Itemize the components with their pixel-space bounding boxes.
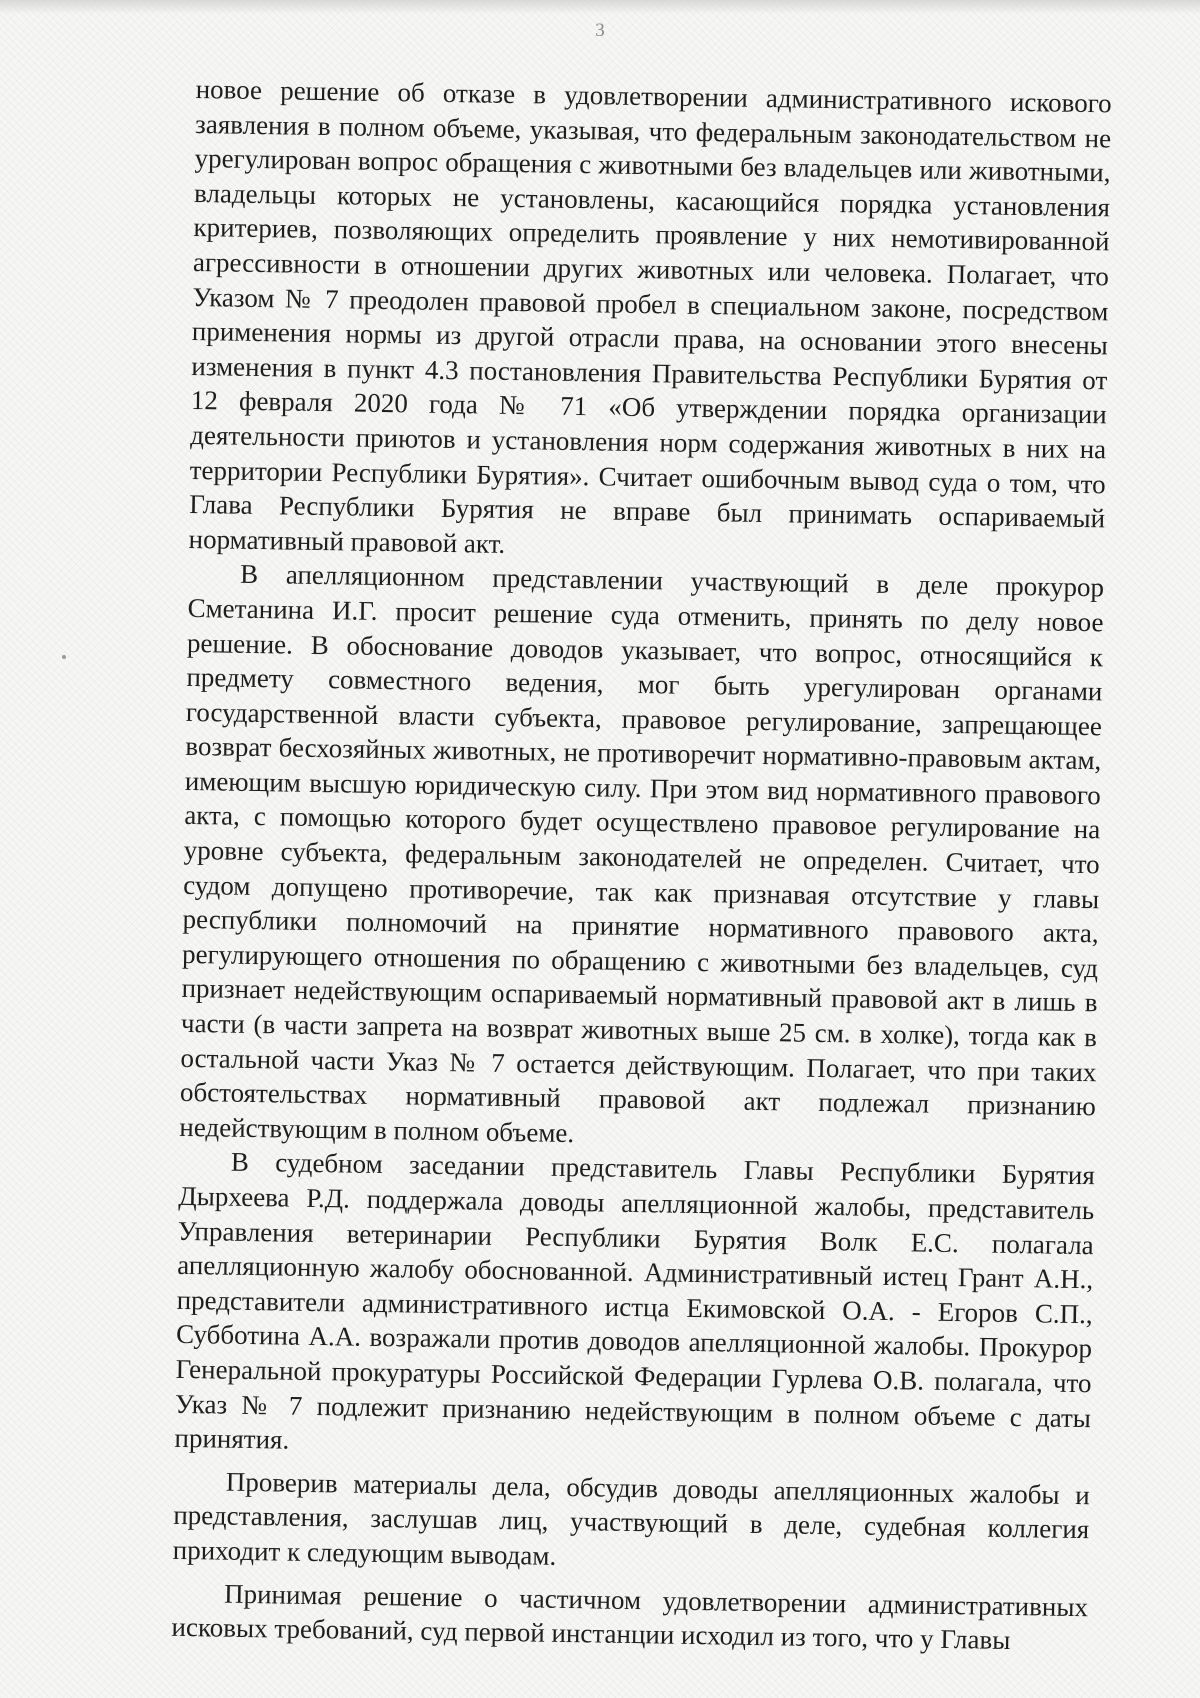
page-number: 3 bbox=[595, 20, 605, 41]
document-body bbox=[171, 72, 1112, 1659]
paragraph-review: Проверив материалы дела, обсудив доводы апелляционных жалобы и представления, заслушав лиц, участвующий в деле, судебная коллегия приходит к следующим выводам. bbox=[172, 1466, 1090, 1571]
paragraph-decision: Принимая решение о частичном удовлетворении административных исковых требований, суд первой инстанции исходил из того, что у Главы bbox=[171, 1578, 1089, 1656]
paragraph-continuation: новое решение об отказе в удовлетворении административного искового заявления в полном объеме, указывая, что федеральным законодательством не урегулирован вопрос обращения с животными без владельцев или животными, владельцы которых не установлены, касающийся порядка установления критериев, позволяющих определить проявление у них немотивированной агрессивности в отношении других животных или человека. Полагает, что Указом № 7 преодолен правовой пробел в специальном законе, посредством применения нормы из другой отрасли права, на основании этого внесены изменения в пункт 4.3 постановления Правительства Республики Бурятия от 12 февраля 2020 года № 71 «Об утверждении порядка организации деятельности приютов и установления норм содержания животных в них на территории Республики Бурятия». Считает ошибочным вывод суда о том, что Глава Республики Бурятия не вправе был принимать оспариваемый нормативный правовой акт. bbox=[188, 73, 1112, 559]
paragraph-court-session: В судебном заседании представитель Главы Республики Бурятия Дырхеева Р.Д. поддержала доводы апелляционной жалобы, представитель Управления ветеринарии Республики Бурятия Волк Е.С. полагала апелляционную жалобу обоснованной. Административный истец Грант А.Н., представители административного истца Екимовской О.А. - Егоров С.П., Субботина А.А. возражали против доводов апелляционной жалобы. Прокурор Генеральной прокуратуры Российской Федерации Гурлева О.В. полагала, что Указ № 7 подлежит признанию недействующим в полном объеме с даты принятия. bbox=[174, 1147, 1096, 1455]
scan-edge bbox=[0, 0, 1200, 14]
paragraph-prosecutor-appeal: В апелляционном представлении участвующий в деле прокурор Сметанина И.Г. просит решение суда отменить, принять по делу новое решение. В обоснование доводов указывает, что вопрос, относящийся к предмету совместного ведения, мог быть урегулирован органами государственной власти субъекта, правовое регулирование, запрещающее возврат бесхозяйных животных, не противоречит нормативно-правовым актам, имеющим высшую юридическую силу. При этом вид нормативного правового акта, с помощью которого будет осуществлено правовое регулирование на уровне субъекта, федеральным законодателей не определен. Считает, что судом допущено противоречие, так как признавая отсутствие у главы республики полномочий на принятие нормативного правового акта, регулирующего отношения по обращению с животными без владельцев, суд признает недействующим оспариваемый нормативный правовой акт в лишь в части (в части запрета на возврат животных выше 25 см. в холке), тогда как в остальной части Указ № 7 остается действующим. Полагает, что при таких обстоятельствах нормативный правовой акт подлежал признанию недействующим в полном объеме. bbox=[179, 559, 1105, 1148]
scan-speck bbox=[62, 655, 66, 659]
